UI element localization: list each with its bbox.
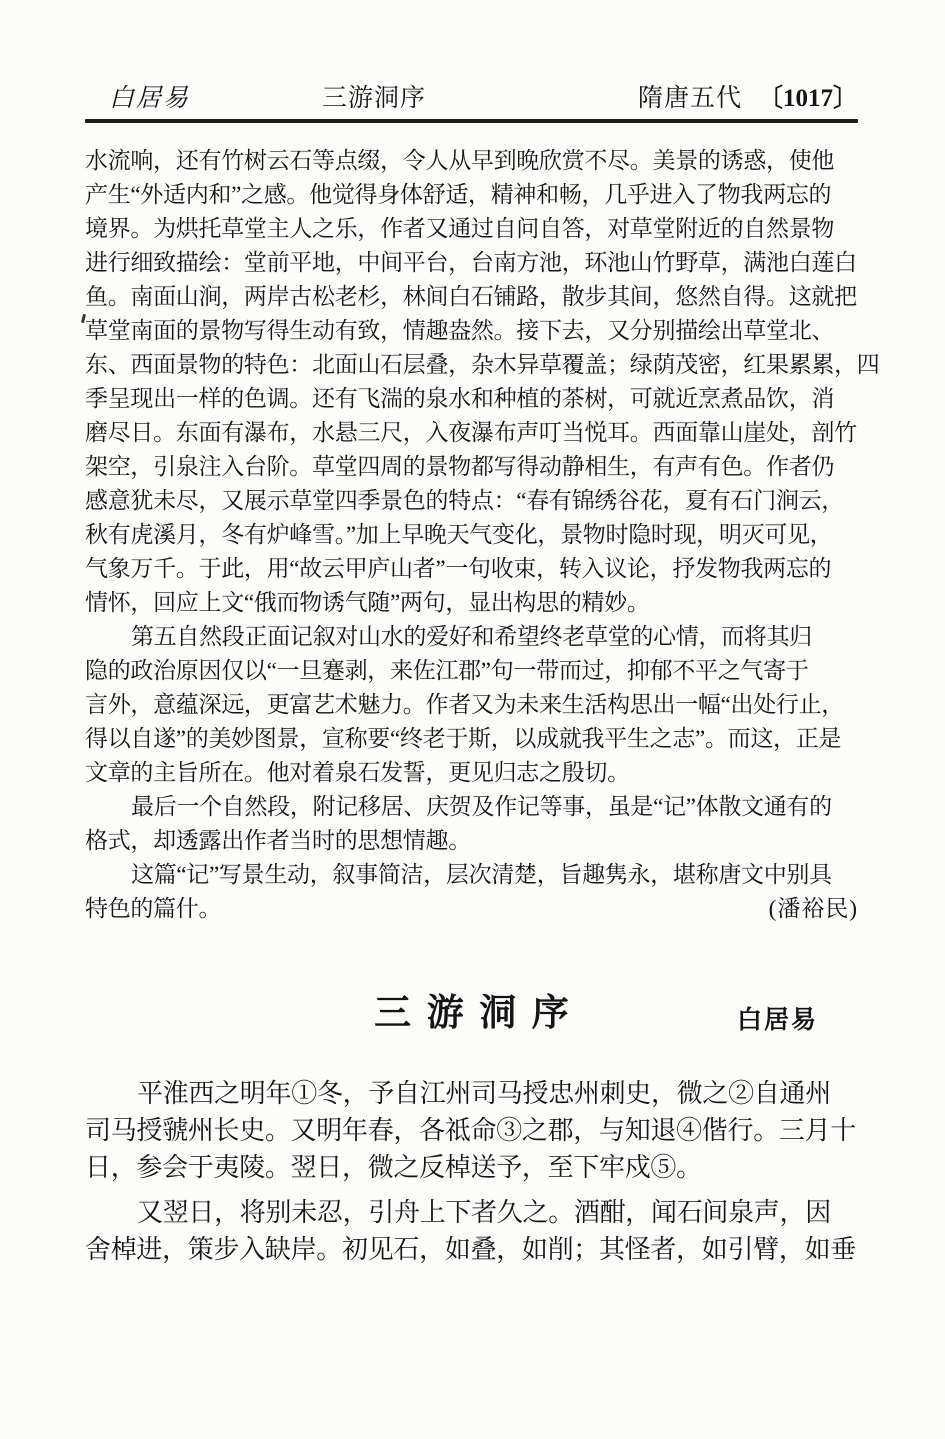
commentary-line: 东、西面景物的特色：北面山石层叠，杂木异草覆盖；绿荫茂密，红果累累，四 <box>85 352 880 377</box>
commentary-paragraph <box>85 858 858 926</box>
commentary-line: 感意犹未尽，又展示草堂四季景色的特点：“春有锦绣谷花，夏有石门涧云， <box>85 488 845 513</box>
commentary-line: 言外，意蕴深远，更富艺术魅力。作者又为未来生活构思出一幅“出处行止， <box>85 692 845 717</box>
commentary-line: 进行细致描绘：堂前平地，中间平台，台南方池，环池山竹野草，满池白莲白 <box>85 250 857 275</box>
commentary-line: 磨尽日。东面有瀑布，水悬三尺，入夜瀑布声叮当悦耳。西面靠山崖处，剖竹 <box>85 420 857 445</box>
commentary-line: 文章的主旨所在。他对着泉石发誓，更见归志之殷切。 <box>85 760 630 785</box>
commentary-paragraph <box>85 144 880 620</box>
classic-text-block <box>85 1075 858 1268</box>
commentary-paragraph <box>85 790 858 858</box>
commentary-line: 得以自遂”的美妙图景，宣称要“终老于斯，以成就我平生之志”。而这，正是 <box>85 726 842 751</box>
commentary-line: 气象万千。于此，用“故云甲庐山者”一句收束，转入议论，抒发物我两忘的 <box>85 556 832 581</box>
commentary-line: 水流响，还有竹树云石等点缀，令人从早到晚欣赏不尽。美景的诱惑，使他 <box>85 148 835 173</box>
running-head <box>85 84 858 114</box>
commentary-line: 秋有虎溪月，冬有炉峰雪。”加上早晚天气变化，景物时隐时现，明灭可见， <box>85 522 833 547</box>
running-head-author: 白居易 <box>109 85 191 112</box>
running-head-right <box>638 84 858 114</box>
commentary-paragraph <box>85 620 858 790</box>
work-title: 三游洞序 <box>374 992 585 1033</box>
header-rule <box>85 119 858 123</box>
commentary-block <box>85 144 880 926</box>
page-content <box>85 84 880 1268</box>
commentator-signature: (潘裕民) <box>768 896 858 921</box>
running-head-section: 隋唐五代 <box>637 85 742 112</box>
classic-line: 又翌日，将别未忍，引舟上下者久之。酒酣，闻石间泉声，因 <box>137 1198 831 1227</box>
classic-line: 司马授虢州长史。又明年春，各祗命③之郡，与知退④偕行。三月十 <box>85 1116 857 1145</box>
commentary-line: 这篇“记”写景生动，叙事简洁，层次清楚，旨趣隽永，堪称唐文中别具 <box>131 862 832 887</box>
commentary-line: 草堂南面的景物写得生动有致，情趣盎然。接下去，又分别描绘出草堂北、 <box>85 318 835 343</box>
commentary-line: 隐的政治原因仅以“一旦蹇剥，来佐江郡”句一带而过，抑郁不平之气寄于 <box>85 658 809 683</box>
classic-paragraph <box>85 1194 858 1268</box>
commentary-line: 产生“外适内和”之感。他觉得身体舒适，精神和畅，几乎进入了物我两忘的 <box>85 182 832 207</box>
classic-line: 舍棹进，策步入缺岸。初见石，如叠，如削；其怪者，如引臂，如垂 <box>85 1235 857 1264</box>
commentary-line: 鱼。南面山涧，两岸古松老杉，林间白石铺路，散步其间，悠然自得。这就把 <box>85 284 857 309</box>
commentary-line: 第五自然段正面记叙对山水的爱好和希望终老草堂的心情，而将其归 <box>131 624 813 649</box>
work-author: 白居易 <box>736 1006 818 1034</box>
commentary-line: 最后一个自然段，附记移居、庆贺及作记等事，虽是“记”体散文通有的 <box>131 794 832 819</box>
classic-line: 日，参会于夷陵。翌日，微之反棹送予，至下牢戍⑤。 <box>85 1153 702 1182</box>
classic-paragraph <box>85 1075 858 1186</box>
classic-line: 平淮西之明年①冬，予自江州司马授忠州刺史，微之②自通州 <box>137 1079 831 1108</box>
commentary-line: 架空，引泉注入台阶。草堂四周的景物都写得动静相生，有声有色。作者仍 <box>85 454 835 479</box>
page-number: 〔1017〕 <box>757 85 858 112</box>
commentary-last-row <box>85 892 858 926</box>
commentary-line: 情怀，回应上文“俄而物诱气随”两句，显出构思的精妙。 <box>85 590 650 615</box>
commentary-line: 特色的篇什。 <box>85 896 222 921</box>
commentary-line: 格式，却透露出作者当时的思想情趣。 <box>85 828 471 853</box>
commentary-line: 境界。为烘托草堂主人之乐，作者又通过自问自答，对草堂附近的自然景物 <box>85 216 835 241</box>
commentary-line: 季呈现出一样的色调。还有飞湍的泉水和种植的茶树，可就近烹煮品饮，消 <box>85 386 835 411</box>
running-head-title: 三游洞序 <box>321 85 426 112</box>
work-title-row <box>85 988 858 1038</box>
